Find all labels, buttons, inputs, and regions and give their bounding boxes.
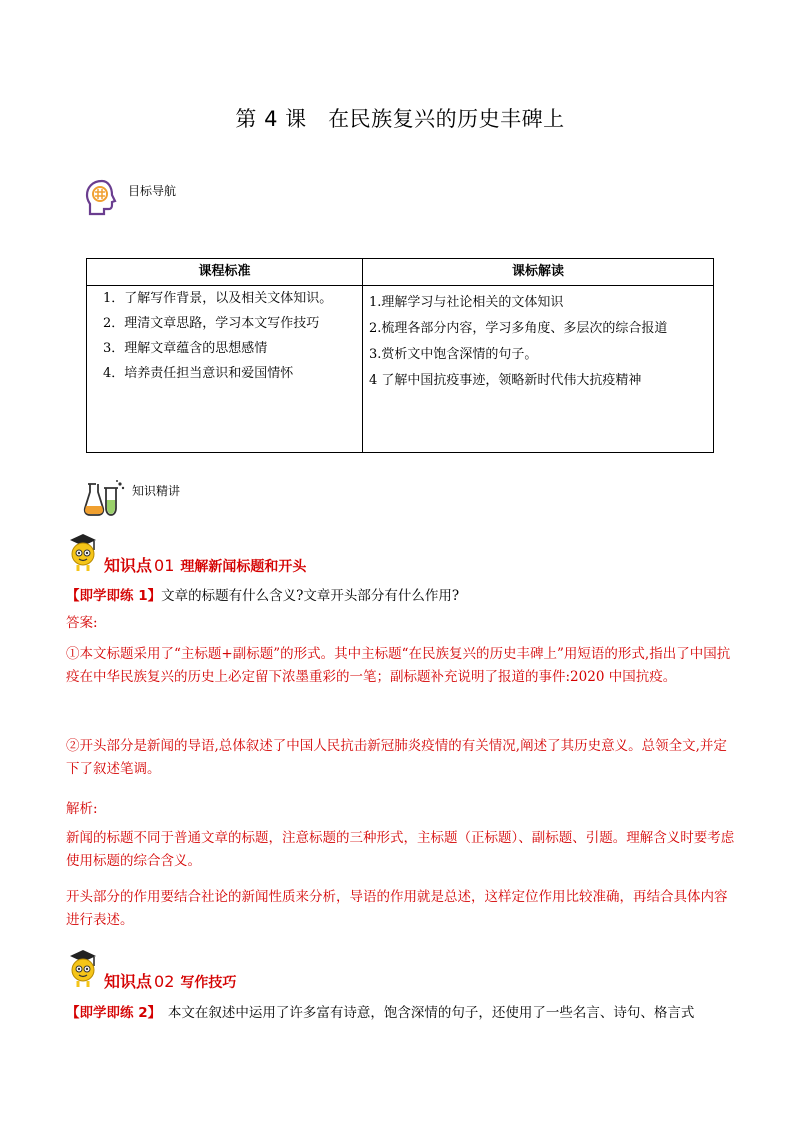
lab-flasks-icon <box>82 478 126 524</box>
list-item: 2.梳理各部分内容，学习多角度、多层次的综合报道 <box>369 321 668 336</box>
table-header-standard: 课程标准 <box>87 259 363 286</box>
interpretation-cell <box>363 286 714 453</box>
knowledge-nav-label: 知识精讲 <box>132 484 181 498</box>
knowledge-point-2 <box>66 948 236 992</box>
list-item: 1.理解学习与社论相关的文体知识 <box>369 295 564 310</box>
answer-label: 答案: <box>66 615 98 631</box>
table-header-interpretation: 课标解读 <box>363 259 714 286</box>
graduate-mascot-icon <box>66 532 100 576</box>
interpretation-list <box>363 286 713 390</box>
list-item: 4 了解中国抗疫事迹，领略新时代伟大抗疫精神 <box>369 373 642 388</box>
answer-paragraph-1: ①本文标题采用了“主标题+副标题”的形式。其中主标题“在民族复兴的历史丰碑上”用短语的形式,指出了中国抗疫在中华民族复兴的历史上必定留下浓墨重彩的一笔；副标题补充说明了报道的事件:2020 中国抗疫。 <box>66 646 731 685</box>
answer-paragraph-2: ②开头部分是新闻的导语,总体叙述了中国人民抗击新冠肺炎疫情的有关情况,阐述了其历史意义。总领全文,并定下了叙述笔调。 <box>66 738 727 777</box>
analysis-label: 解析: <box>66 801 98 817</box>
goal-nav <box>82 178 176 222</box>
graduate-mascot-icon <box>66 948 100 992</box>
curriculum-table <box>86 258 714 453</box>
analysis-paragraph-2: 开头部分的作用要结合社论的新闻性质来分析，导语的作用就是总述，这样定位作用比较准确，再结合具体内容进行表述。 <box>66 889 728 928</box>
exercise-tag: 【即学即练 1】 <box>66 588 162 604</box>
exercise-2-question: 【即学即练 2】 本文在叙述中运用了许多富有诗意，饱含深情的句子，还使用了一些名言、诗句、格言式 <box>66 1005 695 1021</box>
list-item: 1．了解写作背景，以及相关文体知识。 <box>103 291 333 306</box>
standard-cell <box>87 286 363 453</box>
head-brain-icon <box>82 178 122 222</box>
analysis-paragraph-1: 新闻的标题不同于普通文章的标题，注意标题的三种形式，主标题（正标题）、副标题、引题。理解含义时要考虑使用标题的综合含义。 <box>66 830 735 869</box>
standard-list <box>87 286 362 383</box>
exercise-1-question: 【即学即练 1】文章的标题有什么含义?文章开头部分有什么作用? <box>66 588 460 604</box>
goal-nav-label: 目标导航 <box>128 184 177 198</box>
exercise-tag: 【即学即练 2】 <box>66 1005 155 1021</box>
list-item: 3.赏析文中饱含深情的句子。 <box>369 347 538 362</box>
list-item: 2．理清文章思路，学习本文写作技巧 <box>103 316 320 331</box>
knowledge-point-title: 知识点 02 写作技巧 <box>104 972 237 991</box>
list-item: 3．理解文章蕴含的思想感情 <box>103 341 268 356</box>
knowledge-nav <box>82 478 180 524</box>
list-item: 4．培养责任担当意识和爱国情怀 <box>103 366 294 381</box>
knowledge-point-1 <box>66 532 306 576</box>
knowledge-point-title: 知识点 01 理解新闻标题和开头 <box>104 556 307 575</box>
page-title: 第 4 课 在民族复兴的历史丰碑上 <box>235 107 565 131</box>
